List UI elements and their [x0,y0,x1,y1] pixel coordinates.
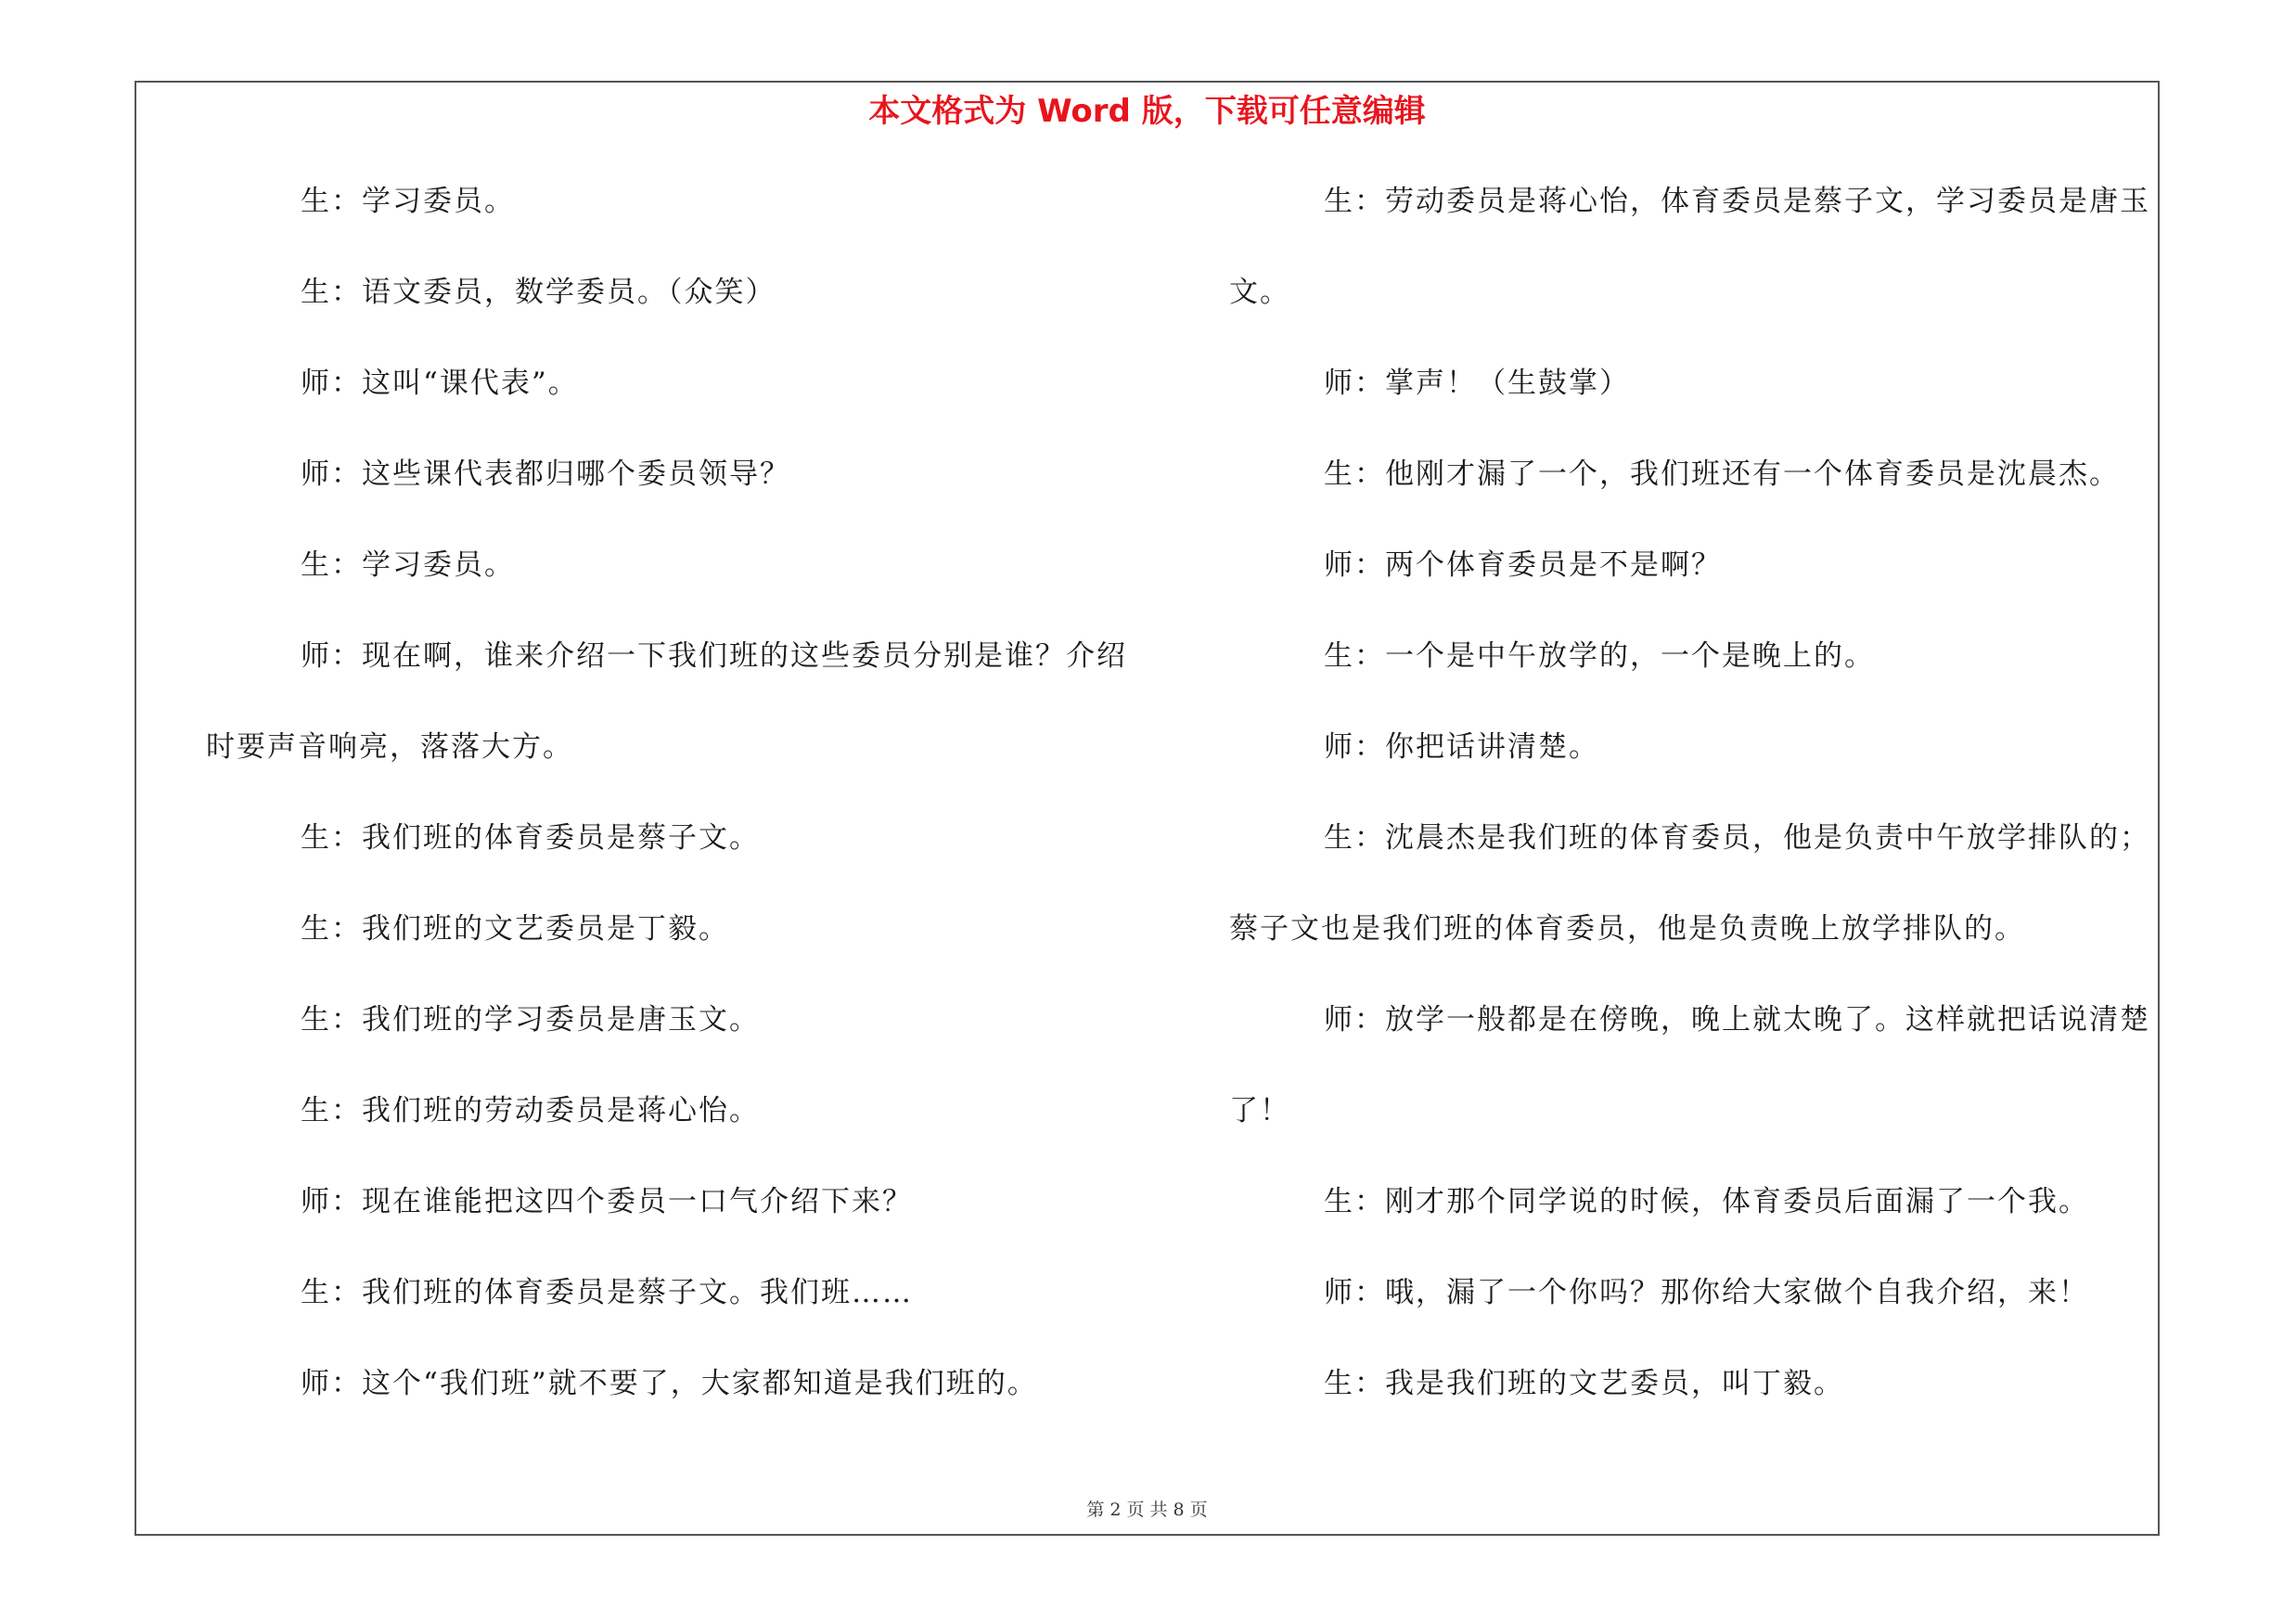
paragraph-line: 生：我们班的体育委员是蔡子文。 [301,821,760,855]
paragraph-line: 师：现在啊，谁来介绍一下我们班的这些委员分别是谁？介绍 [301,639,1127,673]
paragraph-line: 师：哦，漏了一个你吗？那你给大家做个自我介绍，来！ [1324,1276,2089,1309]
paragraph-line: 生：他刚才漏了一个，我们班还有一个体育委员是沈晨杰。 [1324,457,2120,491]
paragraph-line: 生：学习委员。 [301,548,515,582]
paragraph-line: 师：放学一般都是在傍晚，晚上就太晚了。这样就把话说清楚 [1324,1003,2150,1037]
paragraph-line: 生：劳动委员是蒋心怡，体育委员是蔡子文，学习委员是唐玉 [1324,185,2150,218]
paragraph-line: 师：这些课代表都归哪个委员领导？ [301,457,790,491]
paragraph-continuation-line: 蔡子文也是我们班的体育委员，他是负责晚上放学排队的。 [1229,912,2025,946]
paragraph-line: 师：这个“我们班”就不要了，大家都知道是我们班的。 [301,1367,1038,1400]
paragraph-line: 生：我们班的体育委员是蔡子文。我们班…… [301,1276,913,1309]
paragraph-line: 生：刚才那个同学说的时候，体育委员后面漏了一个我。 [1324,1185,2089,1218]
paragraph-line: 生：学习委员。 [301,185,515,218]
paragraph-line: 生：语文委员，数学委员。（众笑） [301,276,776,309]
paragraph-line: 生：我们班的文艺委员是丁毅。 [301,912,729,946]
paragraph-continuation-line: 时要声音响亮，落落大方。 [206,730,573,764]
paragraph-continuation-line: 文。 [1229,276,1290,309]
paragraph-line: 师：你把话讲清楚。 [1324,730,1599,764]
paragraph-line: 师：这叫“课代表”。 [301,367,579,400]
paragraph-line: 生：我们班的劳动委员是蒋心怡。 [301,1094,760,1127]
paragraph-line: 师：掌声！（生鼓掌） [1324,367,1630,400]
paragraph-line: 师：两个体育委员是不是啊？ [1324,548,1722,582]
paragraph-line: 生：我是我们班的文艺委员，叫丁毅。 [1324,1367,1844,1400]
paragraph-line: 生：沈晨杰是我们班的体育委员，他是负责中午放学排队的； [1324,821,2150,855]
paragraph-line: 生：一个是中午放学的，一个是晚上的。 [1324,639,1875,673]
paragraph-continuation-line: 了！ [1229,1094,1290,1127]
page-number-footer: 第 2 页 共 8 页 [1086,1500,1208,1520]
paragraph-line: 生：我们班的学习委员是唐玉文。 [301,1003,760,1037]
word-format-banner: 本文格式为 Word 版，下载可任意编辑 [868,93,1426,130]
paragraph-line: 师：现在谁能把这四个委员一口气介绍下来？ [301,1185,913,1218]
